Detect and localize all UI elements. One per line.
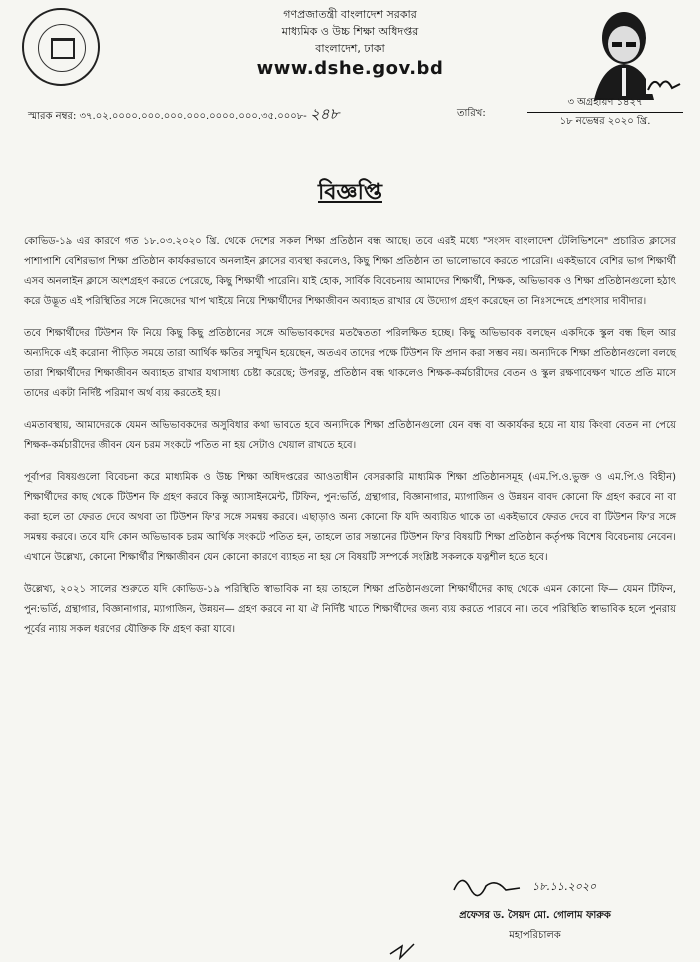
paragraph: উল্লেখ্য, ২০২১ সালের শুরুতে যদি কোভিড-১৯ পরিস্থিতি স্বাভাবিক না হয় তাহলে শিক্ষা প্রতিষ্ঠানগুলো শিক্ষার্থীদের কাছ থেকে এমন কোনো ফি— যেমন টিফিন, পুন:ভর্তি, গ্রন্থাগার, বিজ্ঞানাগার, ম্যাগাজিন, উন্নয়ন— গ্রহণ করবে না যা ঐ নির্দিষ্ট খাতে শিক্ষার্থীদের জন্য ব্যয় করতে পারবে না। তবে পরিস্থিতি স্বাভাবিক হলে পুনরায় পূর্বের ন্যায় সকল ধরণের যৌক্তিক ফি গ্রহণ করা যাবে। [24,584,676,635]
memo-number: স্মারক নম্বর: ৩৭.০২.০০০০.০০০.০০০.০০০.০০০০.০০০.৩৫.০০০৮- [28,111,307,122]
date-label: তারিখ: [457,108,486,119]
pen-mark [388,940,418,960]
paragraph: তবে শিক্ষার্থীদের টিউশন ফি নিয়ে কিছু কিছু প্রতিষ্ঠানের সঙ্গে অভিভাবকদের মতদ্বৈততা পরিলক্ষিত হচ্ছে। কিছু অভিভাবক বলছেন একদিকে স্কুল বন্ধ ছিল আর অন্যদিকে এই করোনা পীড়িত সময়ে তারা আর্থিক ক্ষতির সম্মুখিন হয়েছেন, অতএব তাদের পক্ষে টিউশন ফি প্রদান করা সম্ভব নয়। অন্যদিকে শিক্ষা প্রতিষ্ঠানগুলো বলছে তারা শিক্ষার্থীদের শিক্ষাজীবন অব্যাহত রাখার যথাসাধ্য চেষ্টা করেছে; উপরন্তু, প্রতিষ্ঠান বন্ধ থাকলেও শিক্ষক-কর্মচারীদের বেতন ও স্কুল রক্ষণাবেক্ষণ খাতে প্রতি মাসে তাদের একটা নির্দিষ্ট পরিমাণ অর্থ ব্যয় করতেই হয়। [24,328,676,399]
paragraph: এমতাবস্থায়, আমাদেরকে যেমন অভিভাবকদের অসুবিধার কথা ভাবতে হবে অন্যদিকে শিক্ষা প্রতিষ্ঠানগুলো যেন বন্ধ বা অকার্যকর হয়ে না যায় কিংবা বেতন না পেয়ে শিক্ষক-কর্মচারীদের জীবন যেন চরম সংকটে পতিত না হয় সেটাও খেয়াল রাখতে হবে। [24,420,676,451]
memo-number-handwritten: ২৪৮ [309,105,340,123]
signatory-designation: মহাপরিচালক [509,930,561,941]
paragraph: পূর্বাপর বিষয়গুলো বিবেচনা করে মাধ্যমিক ও উচ্চ শিক্ষা অধিদপ্তরের আওতাধীন বেসরকারি মাধ্যমিক শিক্ষা প্রতিষ্ঠানসমূহ (এম.পি.ও.ভুক্ত ও এম.পি.ও বিহীন) শিক্ষার্থীদের কাছ থেকে টিউশন ফি গ্রহণ করবে কিন্তু অ্যাসাইনমেন্ট, টিফিন, পুন:ভর্তি, গ্রন্থাগার, বিজ্ঞানাগার, ম্যাগাজিন ও উন্নয়ন বাবদ কোনো ফি গ্রহণ করবে না বা করা হলে তা ফেরত দেবে অথবা তা টিউশন ফি'র সঙ্গে সমন্বয় করবে। এছাড়াও অন্য কোনো ফি যদি অব্যয়িত থাকে তা একইভাবে ফেরত দেবে বা টিউশন ফি'র সঙ্গে সমন্বয় করবে। তবে যদি কোন অভিভাবক চরম আর্থিক সংকটে পতিত হন, তাহলে তার সন্তানের টিউশন ফি'র বিষয়টি শিক্ষা প্রতিষ্ঠান কর্তৃপক্ষ বিশেষ বিবেচনায় নেবেন। এখানে উল্লেখ্য, কোনো শিক্ষার্থীর শিক্ষাজীবন যেন কোনো কারণে ব্যাহত না হয় সে বিষয়টি সম্পর্কে সংশ্লিষ্ট সকলকে যত্নশীল হতে হবে। [24,472,676,563]
directorate-name: মাধ্যমিক ও উচ্চ শিক্ষা অধিদপ্তর [281,25,419,38]
signatory-name: প্রফেসর ড. সৈয়দ মো. গোলাম ফারুক [459,910,611,921]
date-block [527,94,683,131]
notice-body [24,232,676,652]
memo-reference [28,103,339,128]
letterhead [230,6,470,81]
date-bangla: ৩ অগ্রহায়ণ ১৪২৭ [527,94,683,113]
paragraph: কোভিড-১৯ এর কারণে গত ১৮.০৩.২০২০ খ্রি. থেকে দেশের সকল শিক্ষা প্রতিষ্ঠান বন্ধ আছে। তবে এরই মধ্যে "সংসদ বাংলাদেশ টেলিভিশনে" প্রচারিত ক্লাসের পাশাপাশি বেশিরভাগ শিক্ষা প্রতিষ্ঠান কার্যকরভাবে অনলাইন ক্লাসের ব্যবস্থা করলেও, কিছু শিক্ষা প্রতিষ্ঠান তা ভালোভাবে করতে পারেনি। একইভাবে বেশির ভাগ শিক্ষার্থী এসব অনলাইন ক্লাসে অংশগ্রহণ করতে পেরেছে, কিছু শিক্ষার্থী পারেনি। যাই হোক, সার্বিক বিবেচনায় আমাদের শিক্ষার্থী, শিক্ষক, অভিভাবক ও শিক্ষা প্রতিষ্ঠানগুলো হঠাৎ করে উদ্ভূত এই পরিস্থিতির সঙ্গে নিজেদের খাপ খাইয়ে নিয়ে শিক্ষার্থীদের শিক্ষাজীবন অব্যাহত রাখার যে উদ্যোগ গ্রহণ করেছেন তা নিঃসন্দেহে প্রশংসার দাবীদার। [24,236,676,307]
dshe-seal-logo [22,8,100,86]
date-english: ১৮ নভেম্বর ২০২০ খ্রি. [559,116,651,127]
notice-title: বিজ্ঞপ্তি [318,180,382,205]
book-icon [51,38,75,59]
govt-name: গণপ্রজাতন্ত্রী বাংলাদেশ সরকার [283,8,417,21]
mujib-centenary-logo [554,4,684,100]
website-url: www.dshe.gov.bd [256,58,444,79]
location: বাংলাদেশ, ঢাকা [315,42,385,55]
signature-date: ১৮.১১.২০২০ [532,880,597,893]
signature [450,868,600,902]
